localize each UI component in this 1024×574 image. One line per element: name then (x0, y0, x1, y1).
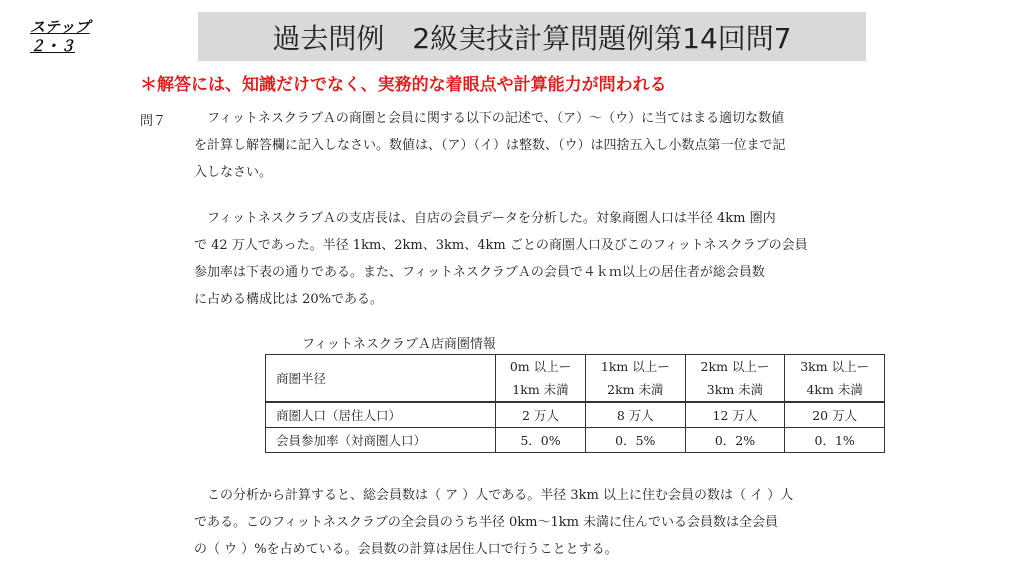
column-header-line: 1km 以上ー (600, 359, 670, 374)
column-header-line: 3km 未満 (706, 382, 764, 397)
column-header-line: 1km 未満 (512, 382, 569, 397)
row-label: 商圏人口（居住人口） (266, 402, 496, 428)
radius-column-header (496, 355, 586, 403)
question-context (194, 205, 919, 313)
task-line: この分析から計算すると、総会員数は（ ア ）人である。半径 3km 以上に住む会員の数は（ イ ）人 (207, 488, 794, 503)
task-line: である。このフィットネスクラブの全会員のうち半径 0km～1km 未満に住んでいる会員数は全会員 (194, 515, 779, 530)
table-cell: 0．5% (585, 428, 685, 453)
question-number: 問７ (140, 114, 167, 129)
table-cell: 20 万人 (785, 402, 885, 428)
table-cell: 12 万人 (685, 402, 785, 428)
table-header-row (266, 355, 885, 403)
table-row (266, 428, 885, 453)
trade-area-table (265, 354, 885, 453)
context-line: フィットネスクラブＡの支店長は、自店の会員データを分析した。対象商圏人口は半径 4km 圏内 (207, 211, 776, 226)
table-cell: 0．1% (785, 428, 885, 453)
row-label: 会員参加率（対商圏人口） (266, 428, 496, 453)
table-cell: 2 万人 (496, 402, 586, 428)
question-intro (194, 105, 919, 186)
question-task (194, 482, 919, 563)
column-header-line: 2km 未満 (607, 382, 664, 397)
column-header-line: 2km 以上ー (700, 359, 770, 374)
table-cell: 8 万人 (585, 402, 685, 428)
radius-column-header (785, 355, 885, 403)
column-header-line: 4km 未満 (806, 382, 863, 397)
radius-column-header (685, 355, 785, 403)
context-line: 参加率は下表の通りである。また、フィットネスクラブＡの会員で４ｋｍ以上の居住者が総会員数 (194, 265, 765, 280)
table-row (266, 402, 885, 428)
intro-line: 入しなさい。 (194, 165, 273, 180)
intro-line: フィットネスクラブＡの商圏と会員に関する以下の記述で、（ア）～（ウ）に当てはまる適切な数値 (207, 111, 785, 126)
context-line: で 42 万人であった。半径 1km、2km、3km、4km ごとの商圏人口及びこのフィットネスクラブの会員 (194, 238, 808, 253)
table-cell: 5．0% (496, 428, 586, 453)
header-label-cell: 商圏半径 (266, 355, 496, 403)
intro-line: を計算し解答欄に記入しなさい。数値は、（ア）（イ）は整数、（ウ）は四捨五入し小数点第一位まで記 (194, 138, 786, 153)
step-label (30, 18, 90, 56)
table-cell: 0．2% (685, 428, 785, 453)
table-caption: フィットネスクラブＡ店商圏情報 (302, 337, 496, 352)
column-header-line: 3km 以上ー (800, 359, 870, 374)
column-header-line: 0m 以上ー (509, 359, 572, 374)
radius-column-header (585, 355, 685, 403)
step-label-line1: ステップ (30, 18, 90, 36)
step-label-line2: ２・３ (30, 37, 76, 55)
task-line: の（ ウ ）%を占めている。会員数の計算は居住人口で行うこととする。 (194, 542, 618, 557)
answer-note: ＊解答には、知識だけでなく、実務的な着眼点や計算能力が問われる (140, 75, 667, 95)
slide-title: 過去問例 2級実技計算問題例第14回問7 (198, 12, 866, 61)
context-line: に占める構成比は 20%である。 (194, 292, 384, 307)
